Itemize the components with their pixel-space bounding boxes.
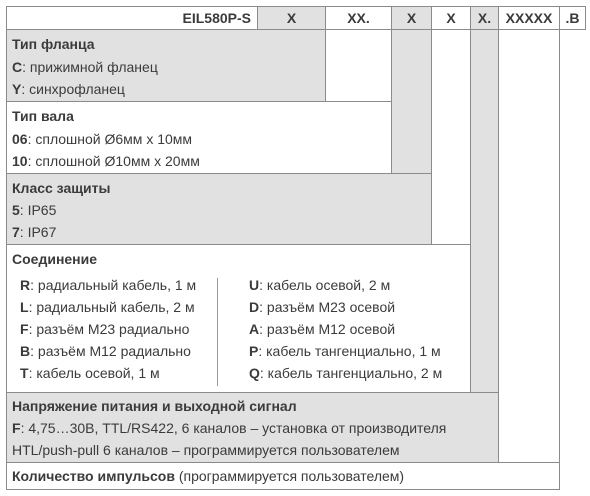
flange-option: Y: синхрофланец [12, 81, 125, 97]
flange-option: C: прижимной фланец [12, 59, 158, 75]
column-protection [391, 29, 432, 174]
shaft-section [6, 101, 392, 174]
protection-option: 7: IP67 [12, 224, 57, 240]
connection-option: P: кабель тангенциально, 1 м [249, 343, 441, 359]
connection-option: Q: кабель тангенциально, 2 м [249, 365, 443, 381]
pulses-line [12, 468, 404, 484]
pulses-title: Количество импульсов [12, 468, 175, 484]
code-flange: X [257, 6, 326, 30]
flange-section [6, 29, 326, 102]
connection-option: T: кабель осевой, 1 м [20, 365, 160, 381]
connection-column-divider [217, 278, 218, 386]
connection-option: R: радиальный кабель, 1 м [20, 277, 197, 293]
connection-option: L: радиальный кабель, 2 м [20, 299, 195, 315]
voltage-option-note: HTL/push-pull 6 каналов – программируется пользователем [12, 442, 400, 458]
connection-section [6, 244, 471, 393]
column-shaft [325, 29, 392, 102]
code-pulses: XXXXX [498, 6, 560, 30]
shaft-title: Тип вала [12, 108, 74, 124]
code-voltage: X. [470, 6, 499, 30]
connection-option: A: разъём M12 осевой [249, 321, 396, 337]
column-voltage [470, 29, 499, 393]
model-header: EIL580P-S [6, 6, 258, 30]
code-connection: X [431, 6, 471, 30]
protection-section [6, 173, 432, 245]
connection-option: U: кабель осевой, 2 м [249, 277, 391, 293]
shaft-option: 06: сплошной Ø6мм x 10мм [12, 131, 193, 147]
connection-option: B: разъём M12 радиально [20, 343, 191, 359]
protection-option: 5: IP65 [12, 202, 57, 218]
column-pulses [498, 29, 560, 463]
voltage-title: Напряжение питания и выходной сигнал [12, 398, 297, 414]
pulses-section [6, 462, 560, 490]
voltage-section [6, 392, 499, 463]
column-connection [431, 29, 471, 245]
connection-option: F: разъём M23 радиально [20, 321, 190, 337]
connection-title: Соединение [12, 251, 98, 267]
code-protection: X [391, 6, 432, 30]
pulses-note: (программируется пользователем) [174, 468, 405, 484]
connection-option: D: разъём M23 осевой [249, 299, 396, 315]
flange-title: Тип фланца [12, 36, 95, 52]
code-suffix: .B [559, 6, 586, 30]
voltage-option: F: 4,75…30В, TTL/RS422, 6 каналов – установка от производителя [12, 420, 447, 436]
protection-title: Класс защиты [12, 180, 111, 196]
code-shaft: XX. [325, 6, 392, 30]
shaft-option: 10: сплошной Ø10мм x 20мм [12, 153, 200, 169]
